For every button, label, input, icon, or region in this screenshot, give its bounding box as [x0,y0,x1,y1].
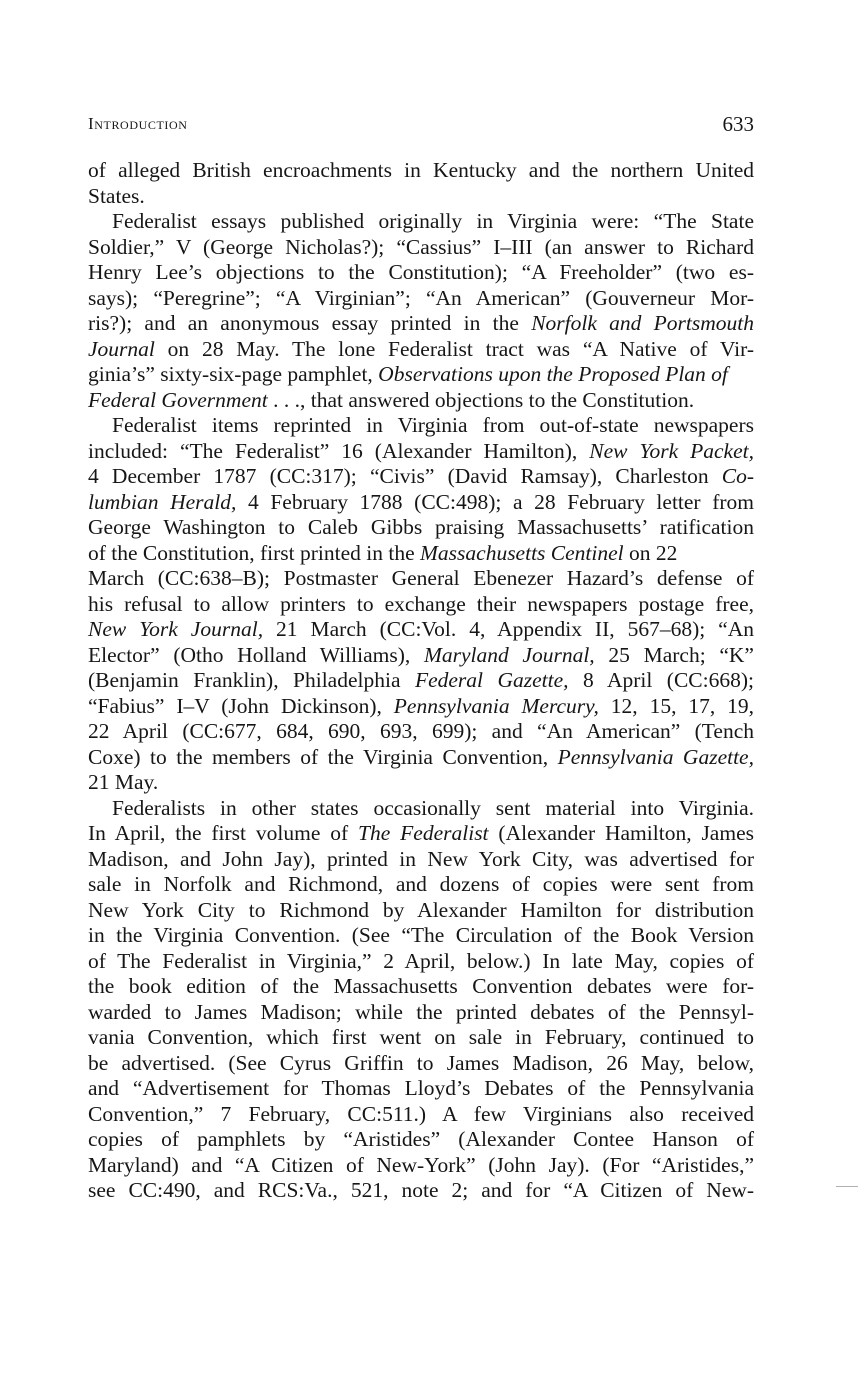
line-text: 4 February 1788 (CC:498); a 28 February letter from [236,489,754,514]
line-text: 12, 15, 17, 19, [598,693,754,718]
text-line [88,1178,754,1204]
text-line [88,490,754,516]
line-text: ginia’s” sixty-six-page pamphlet, [88,362,379,386]
text-line [88,388,754,414]
text-line [88,694,754,720]
line-text: of The Federalist in Virginia,” 2 April, below.) In late May, copies of [88,948,754,973]
line-text: March (CC:638–B); Postmaster General Ebenezer Hazard’s defense of [88,566,754,590]
line-text: Federalists in other states occasionally sent material into Virginia. [112,795,754,820]
italic-title: The Federalist [358,821,489,845]
text-line [88,847,754,873]
text-line [88,515,754,541]
text-line [88,1127,754,1153]
line-text: . . ., that answered objections to the Constitution. [267,387,695,412]
line-text: of the Constitution, first printed in the [88,540,421,565]
italic-title: Pennsylvania Gazette, [557,744,754,769]
text-line [88,311,754,337]
line-text: says); “Peregrine”; “A Virginian”; “An American” (Gouverneur Mor- [88,285,754,310]
line-text: 8 April (CC:668); [568,668,754,692]
text-line [88,235,754,261]
line-text: 22 April (CC:677, 684, 690, 693, 699); and “An American” (Tench [88,719,754,743]
line-text: 21 May. [88,770,159,794]
line-text: 25 March; “K” [594,642,754,667]
text-line [88,1076,754,1102]
italic-title: New York Journal, [88,617,264,641]
italic-title: Federal Government [88,387,268,412]
text-line [88,923,754,949]
line-text: In April, the first volume of [88,821,359,845]
line-text: sale in Norfolk and Richmond, and dozens of copies were sent from [88,872,754,896]
text-line [88,1000,754,1026]
text-line [88,337,754,363]
line-text: warded to James Madison; while the printed debates of the Pennsyl- [88,999,754,1024]
italic-title: Massachusetts Centinel [420,540,624,565]
italic-title: Co- [721,464,754,488]
text-line [88,974,754,1000]
text-line [88,668,754,694]
text-line [88,1153,754,1179]
line-text: of alleged British encroachments in Kentucky and the northern United [88,158,754,182]
line-text: Elector” (Otho Holland Williams), [88,642,424,667]
line-text: “Fabius” I–V (John Dickinson), [88,693,394,718]
page-header [88,114,754,140]
text-line [88,898,754,924]
text-line [88,592,754,618]
line-text: and “Advertisement for Thomas Lloyd’s Debates of the Pennsylvania [88,1076,754,1100]
line-text: 4 December 1787 (CC:317); “Civis” (David Ramsay), Charleston [88,464,722,488]
italic-title: Journal [88,336,155,361]
text-line [88,796,754,822]
text-line [88,184,754,210]
line-text: Federalist essays published originally in Virginia were: “The State [112,209,754,233]
margin-mark [836,1186,858,1187]
line-text: on 22 [623,540,678,565]
line-text: Soldier,” V (George Nicholas?); “Cassius” I–III (an answer to Richard [88,234,754,259]
line-text: (Benjamin Franklin), Philadelphia [88,668,415,692]
text-line [88,209,754,235]
text-line [88,413,754,439]
text-line [88,872,754,898]
line-text: Coxe) to the members of the Virginia Convention, [88,744,558,769]
text-line [88,362,754,388]
text-line [88,1051,754,1077]
italic-title: lumbian Herald, [88,489,237,514]
text-line [88,821,754,847]
text-line [88,566,754,592]
line-text: vania Convention, which first went on sale in February, continued to [88,1025,754,1049]
italic-title: Pennsylvania Mercury, [393,693,599,718]
line-text: 21 March (CC:Vol. 4, Appendix II, 567–68); “An [263,617,754,641]
italic-title: Federal Gazette, [414,668,569,692]
body-text [88,158,754,1204]
line-text: included: “The Federalist” 16 (Alexander Hamilton), [88,438,590,463]
line-text: (Alexander Hamilton, James [488,821,754,845]
page-number: 633 [722,112,754,136]
line-text: on 28 May. The lone Federalist tract was “A Native of Vir- [154,336,754,361]
text-line [88,541,754,567]
line-text: Madison, and John Jay), printed in New York City, was advertised for [88,846,754,871]
line-text: copies of pamphlets by “Aristides” (Alexander Contee Hanson of [88,1127,754,1151]
line-text: New York City to Richmond by Alexander Hamilton for distribution [88,897,754,922]
text-line [88,1025,754,1051]
italic-title: New York Packet, [589,438,754,463]
line-text: Maryland) and “A Citizen of New-York” (John Jay). (For “Aristides,” [88,1152,754,1177]
text-line [88,464,754,490]
text-line [88,745,754,771]
text-line [88,617,754,643]
line-text: States. [88,183,145,208]
text-line [88,158,754,184]
text-line [88,260,754,286]
line-text: be advertised. (See Cyrus Griffin to James Madison, 26 May, below, [88,1050,754,1075]
line-text: ris?); and an anonymous essay printed in the [88,311,532,335]
line-text: his refusal to allow printers to exchange their newspapers postage free, [88,591,754,616]
text-line [88,439,754,465]
text-line [88,286,754,312]
text-line [88,1102,754,1128]
line-text: George Washington to Caleb Gibbs praising Massachusetts’ ratification [88,515,754,539]
text-line [88,643,754,669]
text-line [88,770,754,796]
line-text: Convention,” 7 February, CC:511.) A few Virginians also received [88,1101,754,1126]
line-text: the book edition of the Massachusetts Convention debates were for- [88,974,754,998]
text-line [88,719,754,745]
text-line [88,949,754,975]
line-text: see CC:490, and RCS:Va., 521, note 2; and for “A Citizen of New- [88,1178,754,1202]
line-text: Federalist items reprinted in Virginia from out-of-state newspapers [112,413,754,437]
italic-title: Maryland Journal, [423,642,595,667]
line-text: Henry Lee’s objections to the Constitution); “A Freeholder” (two es- [88,260,754,284]
italic-title: Norfolk and Portsmouth [531,311,754,335]
line-text: in the Virginia Convention. (See “The Circulation of the Book Version [88,923,754,947]
running-head: Introduction [88,114,188,133]
italic-title: Observations upon the Proposed Plan of [378,362,728,386]
